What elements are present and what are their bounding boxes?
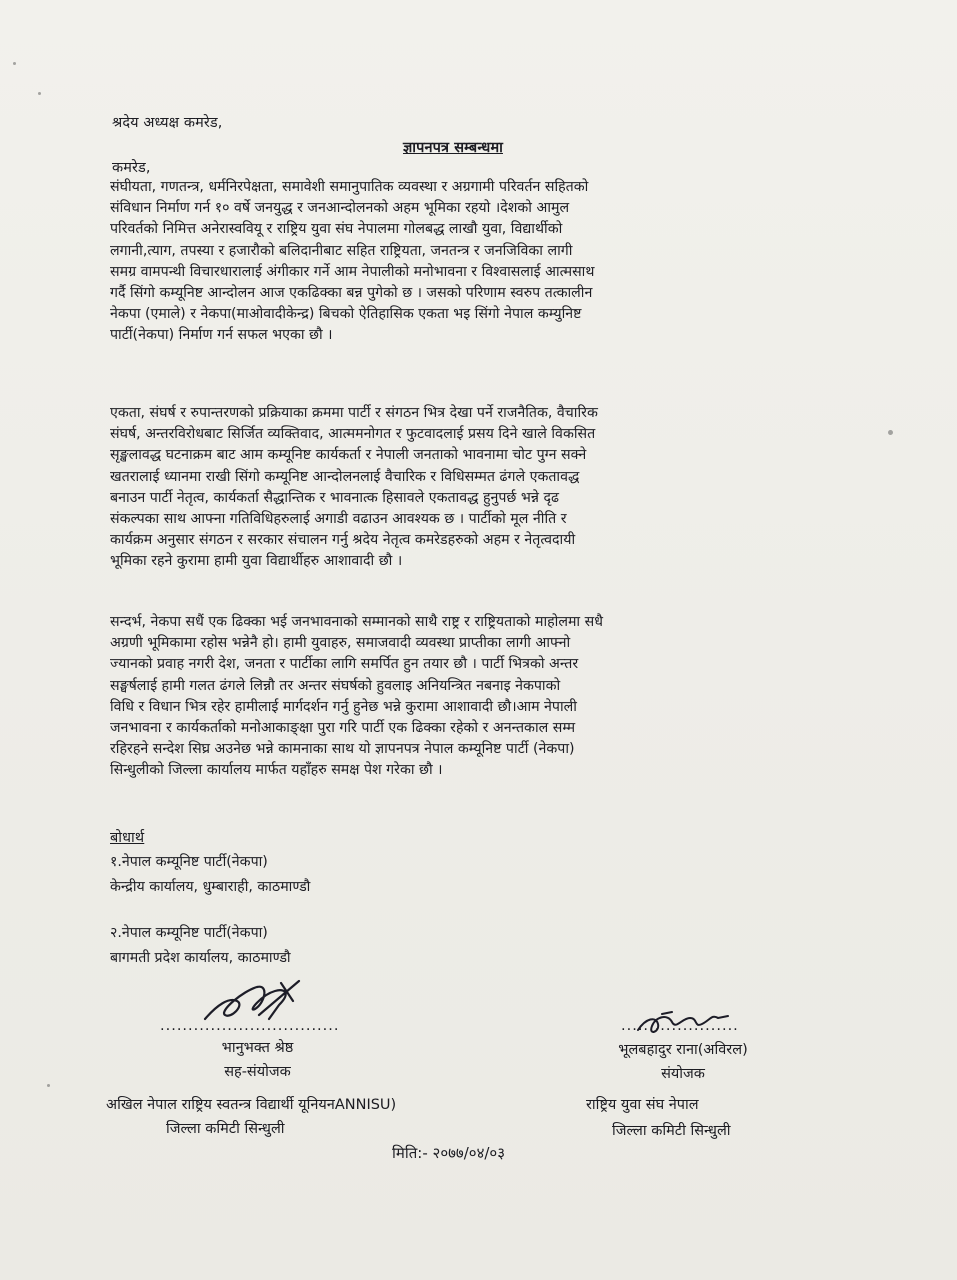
paragraph-line: अग्रणी भूमिकामा रहोस भन्नेनै हो। हामी युवाहरु, समाजवादी व्यवस्था प्राप्तीका लागी आफ्नो bbox=[110, 635, 571, 652]
left-signatory bbox=[150, 1018, 365, 1084]
paragraph-line: लगानी,त्याग, तपस्या र हजारौको बलिदानीबाट सहित राष्ट्रियता, जनतन्त्र र जनजिविका लागी bbox=[110, 242, 573, 259]
left-organization: अखिल नेपाल राष्ट्रिय स्वतन्त्र विद्यार्थी यूनियनANNISU) bbox=[106, 1097, 397, 1113]
signatory-name: भानुभक्त श्रेष्ठ bbox=[221, 1040, 294, 1056]
salutation: श्रदेय अध्यक्ष कमरेड, bbox=[112, 115, 223, 131]
subject-line: ज्ञापनपत्र सम्बन्धमा bbox=[403, 140, 503, 156]
paragraph-line: खतरालाई ध्यानमा राखी सिंगो कम्यूनिष्ट आन्दोलनलाई वैचारिक र विधिसम्मत ढंगले एकतावद्ध bbox=[110, 468, 580, 485]
right-committee: जिल्ला कमिटी सिन्धुली bbox=[612, 1123, 731, 1139]
paragraph-3 bbox=[110, 612, 845, 782]
paragraph-line: सिन्धुलीको जिल्ला कार्यालय मार्फत यहाँहरु समक्ष पेश गरेका छौ । bbox=[110, 762, 443, 779]
cc-heading: बोधार्थ bbox=[110, 830, 145, 846]
signatory-role: संयोजक bbox=[661, 1066, 705, 1082]
left-committee: जिल्ला कमिटी सिन्धुली bbox=[166, 1121, 285, 1137]
paper-speck bbox=[13, 62, 16, 65]
cc-entry-1-name: १.नेपाल कम्यूनिष्ट पार्टी(नेकपा) bbox=[110, 854, 268, 870]
paragraph-line: समग्र वामपन्थी विचारधारालाई अंगीकार गर्ने आम नेपालीको मनोभावना र विश्वासलाई आत्मसाथ bbox=[110, 263, 595, 280]
greeting: कमरेड, bbox=[112, 160, 151, 176]
paper-speck bbox=[888, 430, 893, 435]
paragraph-line: विधि र विधान भित्र रहेर हामीलाई मार्गदर्शन गर्नु हुनेछ भन्ने कुरामा आशावादी छौ।आम नेपाली bbox=[110, 698, 577, 715]
paragraph-line: सन्दर्भ, नेकपा सधैं एक ढिक्का भई जनभावनाको सम्मानको साथै राष्ट्र र राष्ट्रियताको माहोलमा सधै bbox=[110, 614, 603, 630]
paragraph-line: जनभावना र कार्यकर्ताको मनोआकाङ्क्षा पुरा गरि पार्टी एक ढिक्का रहेको र अनन्तकाल सम्म bbox=[110, 720, 576, 737]
signature-dotted-line: ..................... bbox=[621, 1018, 739, 1034]
paragraph-line: रहिरहने सन्देश सिघ्र अउनेछ भन्ने कामनाका साथ यो ज्ञापनपत्र नेपाल कम्यूनिष्ट पार्टी (नेकपा) bbox=[110, 741, 575, 758]
paragraph-line: एकता, संघर्ष र रुपान्तरणको प्रक्रियाका क्रममा पार्टी र संगठन भित्र देखा पर्ने राजनैतिक, वैचारिक bbox=[110, 405, 598, 421]
signatory-name: भूलबहादुर राना(अविरल) bbox=[618, 1042, 748, 1058]
cc-entry-1-address: केन्द्रीय कार्यालय, धुम्बाराही, काठमाण्डौ bbox=[110, 879, 311, 895]
cc-entry-2-address: बागमती प्रदेश कार्यालय, काठमाण्डौ bbox=[110, 950, 291, 966]
paper-speck bbox=[38, 92, 41, 95]
paragraph-line: ज्यानको प्रवाह नगरी देश, जनता र पार्टीका लागि समर्पित हुन तयार छौ । पार्टी भित्रको अन्तर bbox=[110, 656, 579, 673]
paragraph-line: गर्दै सिंगो कम्यूनिष्ट आन्दोलन आज एकढिक्का बन्न पुगेको छ । जसको परिणाम स्वरुप तत्कालीन bbox=[110, 285, 593, 302]
cc-entry-2-name: २.नेपाल कम्यूनिष्ट पार्टी(नेकपा) bbox=[110, 925, 268, 941]
paragraph-line: संविधान निर्माण गर्न १० वर्षे जनयुद्ध र जनआन्दोलनको अहम भूमिका रहयो ।देशको आमुल bbox=[110, 200, 570, 217]
letter-date: मिति:- २०७७/०४/०३ bbox=[392, 1144, 506, 1162]
paragraph-line: संघर्ष, अन्तरविरोधबाट सिर्जित व्यक्तिवाद, आत्ममनोगत र फुटवादलाई प्रसय दिने खाले विकसित bbox=[110, 426, 596, 443]
signatory-role: सह-संयोजक bbox=[224, 1064, 291, 1080]
paragraph-2 bbox=[110, 403, 845, 573]
paragraph-line: सृङ्खलावद्ध घटनाक्रम बाट आम कम्यूनिष्ट कार्यकर्ता र नेपाली जनताको भावनामा चोट पुग्न सक्ने bbox=[110, 447, 587, 464]
signature-dotted-line: ................................ bbox=[160, 1018, 340, 1034]
paragraph-line: परिवर्तको निमित्त अनेरास्ववियू र राष्ट्रिय युवा संघ नेपालमा गोलबद्ध लाखौ युवा, विद्यार्थीको bbox=[110, 221, 563, 238]
right-organization: राष्ट्रिय युवा संघ नेपाल bbox=[586, 1097, 699, 1113]
right-signatory bbox=[583, 1018, 783, 1086]
paragraph-line: सङ्घर्षलाई हामी गलत ढंगले लिन्नौ तर अन्तर संघर्षको हुवलाइ अनियन्त्रित नबनाइ नेकपाको bbox=[110, 677, 561, 694]
paper-speck bbox=[47, 1084, 50, 1087]
paragraph-line: बनाउन पार्टी नेतृत्व, कार्यकर्ता सैद्धान्तिक र भावनात्क हिसावले एकतावद्ध हुनुपर्छ भन्ने दृढ bbox=[110, 489, 559, 506]
paragraph-line: कार्यक्रम अनुसार संगठन र सरकार संचालन गर्नु श्रदेय नेतृत्व कमरेडहरुको अहम र नेतृत्वदायी bbox=[110, 532, 576, 549]
paragraph-1 bbox=[110, 177, 845, 347]
paragraph-line: नेकपा (एमाले) र नेकपा(माओवादीकेन्द्र) बिचको ऐतिहासिक एकता भइ सिंगो नेपाल कम्युनिष्ट bbox=[110, 306, 582, 323]
paragraph-line: संघीयता, गणतन्त्र, धर्मनिरपेक्षता, समावेशी समानुपातिक व्यवस्था र अग्रगामी परिवर्तन सहितको bbox=[110, 179, 589, 195]
paragraph-line: पार्टी(नेकपा) निर्माण गर्न सफल भएका छौ । bbox=[110, 327, 333, 344]
paragraph-line: भूमिका रहने कुरामा हामी युवा विद्यार्थीहरु आशावादी छौ । bbox=[110, 553, 403, 570]
paragraph-line: संकल्पका साथ आफ्ना गतिविधिहरुलाई अगाडी वढाउन आवश्यक छ । पार्टीको मूल नीति र bbox=[110, 511, 567, 528]
